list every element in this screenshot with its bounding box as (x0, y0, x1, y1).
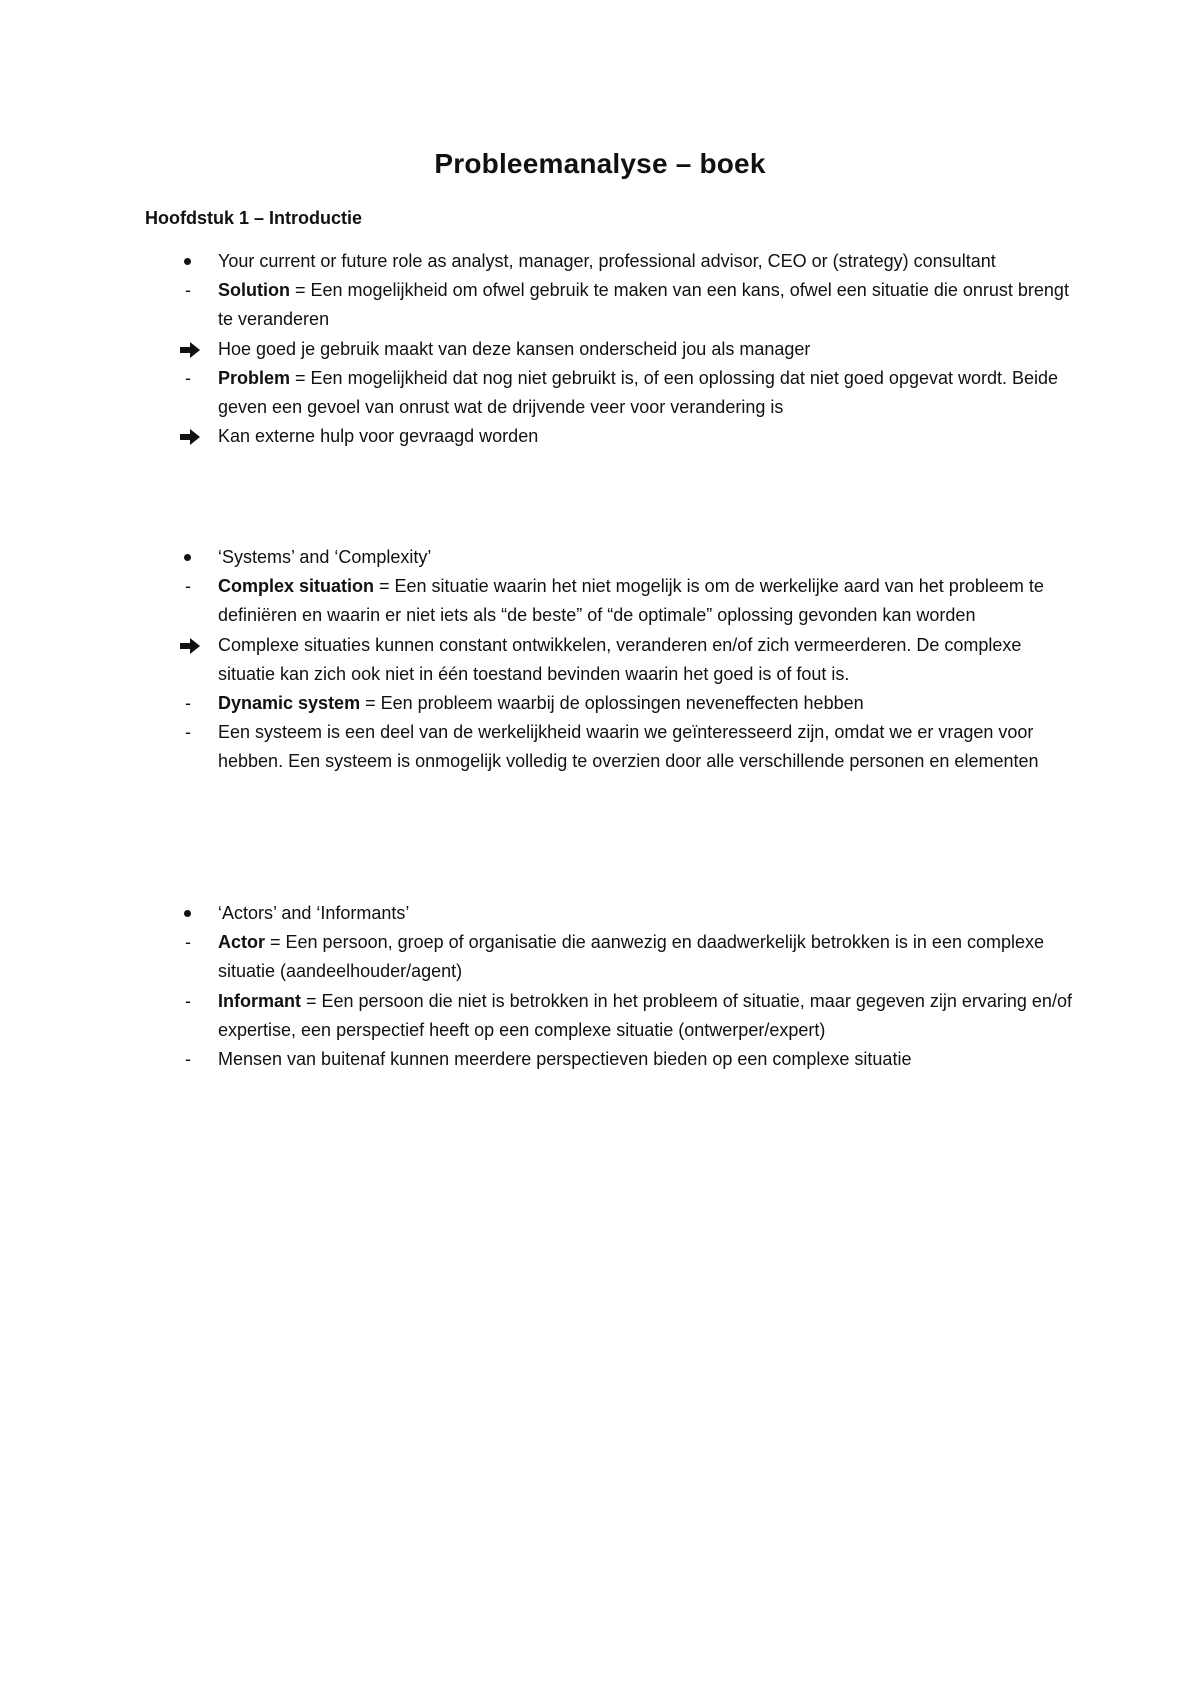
dash-icon: - (185, 576, 191, 597)
item-term: Actor (218, 932, 266, 953)
dash-icon: - (185, 722, 191, 743)
list-item (175, 1045, 1075, 1074)
item-text: ‘Actors’ and ‘Informants’ (218, 903, 410, 923)
list-item (175, 543, 1075, 572)
item-term: Complex situation (218, 576, 375, 597)
item-text: = Een mogelijkheid om ofwel gebruik te maken van een kans, ofwel een situatie die onrust brengt te veranderen (218, 280, 1069, 330)
list-item (175, 631, 1075, 689)
list-item (175, 718, 1075, 776)
item-text: Complexe situaties kunnen constant ontwikkelen, veranderen en/of zich vermeerderen. De complexe situatie kan zich ook niet in één toestand bevinden waarin het goed is of fout is. (218, 634, 1022, 684)
item-term: Dynamic system (218, 693, 361, 714)
document-title: Probleemanalyse – boek (434, 148, 766, 179)
list-item (175, 422, 1075, 451)
item-text: = Een persoon die niet is betrokken in het probleem of situatie, maar gegeven zijn ervaring en/of expertise, een perspectief heeft op een complexe situatie (ontwerper/expert) (218, 990, 1072, 1040)
dash-icon: - (185, 990, 191, 1011)
item-text: = Een situatie waarin het niet mogelijk is om de werkelijke aard van het probleem te definiëren en waarin er niet iets als “de beste” of “de optimale” oplossing gevonden kan worden (218, 576, 1044, 626)
list-item (175, 689, 1075, 718)
item-term: Problem (218, 367, 291, 388)
dash-icon: - (185, 932, 191, 953)
item-text: Mensen van buitenaf kunnen meerdere perspectieven bieden op een complexe situatie (218, 1049, 912, 1070)
section-systems-complexity (175, 543, 1075, 777)
list-item (175, 987, 1075, 1045)
item-text: ‘Systems’ and ‘Complexity’ (218, 547, 432, 567)
item-text: Your current or future role as analyst, manager, professional advisor, CEO or (strategy) consultant (218, 251, 996, 271)
list-item (175, 572, 1075, 630)
list-item (175, 928, 1075, 986)
item-text: = Een probleem waarbij de oplossingen neveneffecten hebben (360, 693, 864, 714)
list-item (175, 247, 1075, 276)
item-term: Solution (218, 280, 290, 301)
item-text: = Een mogelijkheid dat nog niet gebruikt is, of een oplossing dat niet goed opgevat wordt. Beide geven een gevoel van onrust wat de drijvende veer voor verandering is (218, 367, 1059, 418)
dash-icon: - (185, 280, 191, 301)
dash-icon: - (185, 367, 191, 388)
dash-icon: - (185, 693, 191, 714)
list-item (175, 276, 1075, 334)
section-introduction (175, 247, 1075, 451)
list-item (175, 364, 1075, 422)
item-text: Een systeem is een deel van de werkelijkheid waarin we geïnteresseerd zijn, omdat we er vragen voor hebben. Een systeem is onmogelijk volledig te overzien door alle verschillende personen en elementen (218, 722, 1039, 772)
list-item (175, 335, 1075, 364)
item-term: Informant (218, 990, 301, 1011)
chapter-heading: Hoofdstuk 1 – Introductie (145, 208, 363, 228)
section-actors-informants (175, 899, 1075, 1074)
list-item (175, 899, 1075, 928)
dash-icon: - (185, 1049, 191, 1070)
item-text: Kan externe hulp voor gevraagd worden (218, 426, 539, 447)
item-text: Hoe goed je gebruik maakt van deze kansen onderscheid jou als manager (218, 338, 811, 359)
item-text: = Een persoon, groep of organisatie die aanwezig en daadwerkelijk betrokken is in een complexe situatie (aandeelhouder/agent) (218, 932, 1044, 982)
